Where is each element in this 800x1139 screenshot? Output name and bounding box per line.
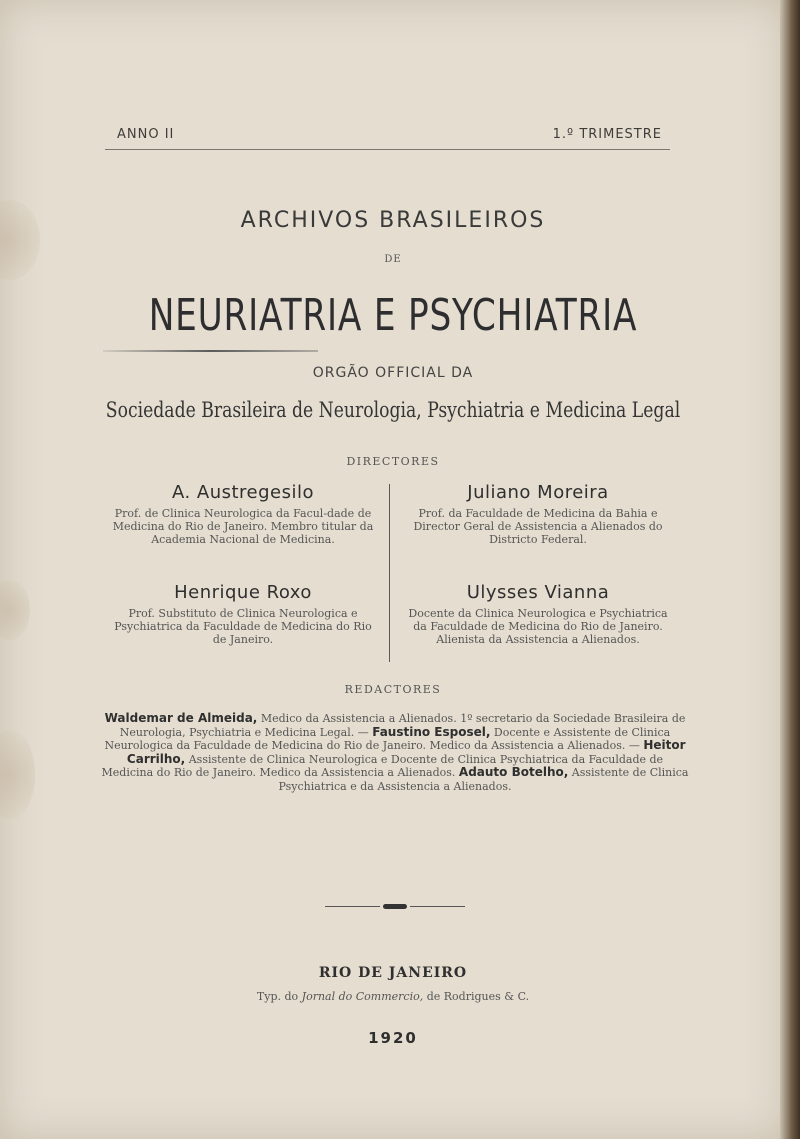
volume-label: ANNO II (117, 127, 175, 142)
director-desc: Docente da Clinica Neurologica e Psychiatrica da Faculdade de Medicina do Rio de Janeiro. Alienista da Assistencia a Alienados. (408, 607, 668, 646)
director-moreira (403, 482, 673, 546)
header-rule (105, 125, 670, 150)
printer-suffix: de Rodrigues & C. (423, 990, 530, 1003)
society-name: Sociedade Brasileira de Neurologia, Psychiatria e Medicina Legal (105, 398, 681, 422)
director-name: Henrique Roxo (174, 582, 312, 603)
imprint-city: RIO DE JANEIRO (318, 965, 468, 981)
director-desc: Prof. Substituto de Clinica Neurologica e Psychiatrica da Faculdade de Medicina do Rio de Janeiro. (114, 607, 372, 646)
journal-title-line1: ARCHIVOS BRASILEIROS (240, 208, 546, 233)
redactor-name: Faustino Esposel, (372, 724, 491, 739)
redactor-name: Adauto Botelho, (458, 765, 569, 780)
ornament-divider (325, 905, 465, 909)
director-vianna (403, 582, 673, 646)
directors-heading: DIRECTORES (346, 455, 440, 468)
organ-line: ORGÃO OFFICIAL DA (312, 365, 474, 381)
redactores-heading: REDACTORES (344, 683, 442, 696)
column-divider (389, 484, 390, 662)
redactor-desc: Assistente de Clinica Neurologica e Docente de Clinica Psychiatrica da Faculdade de Medicina do Rio de Janeiro. Medico da Assistencia a Alienados. (101, 752, 664, 780)
pen-stroke-underline (103, 350, 318, 352)
director-austregesilo (108, 482, 378, 546)
journal-title-de: DE (384, 254, 402, 265)
director-roxo (108, 582, 378, 646)
journal-main-title: NEURIATRIA E PSYCHIATRIA (148, 290, 638, 341)
printer-prefix: Typ. do (256, 990, 302, 1003)
director-desc: Prof. da Faculdade de Medicina da Bahia e Director Geral de Assistencia a Alienados do Districto Federal. (413, 507, 663, 546)
redactor-desc: Docente e Assistente de Clinica Neurologica da Faculdade de Medicina do Rio de Janeiro. Medico da Assistencia a Alienados. — (104, 725, 671, 753)
page-edge-shadow (780, 0, 800, 1139)
redactor-name: Waldemar de Almeida, (104, 711, 258, 725)
redactor-desc: Assistente de Clinica Psychiatrica e da Assistencia a Alienados. (278, 766, 689, 793)
director-name: Ulysses Vianna (466, 582, 610, 603)
director-name: Juliano Moreira (467, 482, 609, 503)
redactores-block (100, 712, 690, 794)
director-desc: Prof. de Clinica Neurologica da Facul-dade de Medicina do Rio de Janeiro. Membro titular da Academia Nacional de Medicina. (112, 507, 374, 546)
period-label: 1.º TRIMESTRE (552, 127, 662, 142)
imprint-year: 1920 (368, 1029, 418, 1047)
imprint-printer (0, 990, 786, 1003)
printer-journal: Jornal do Commercio, (301, 990, 424, 1003)
redactor-name: Heitor Carrilho, (126, 738, 686, 766)
redactor-desc: Medico da Assistencia a Alienados. 1º secretario da Sociedade Brasileira de Neurologia, Psychiatria e Medicina Legal. — (119, 712, 686, 739)
director-name: A. Austregesilo (171, 482, 315, 503)
